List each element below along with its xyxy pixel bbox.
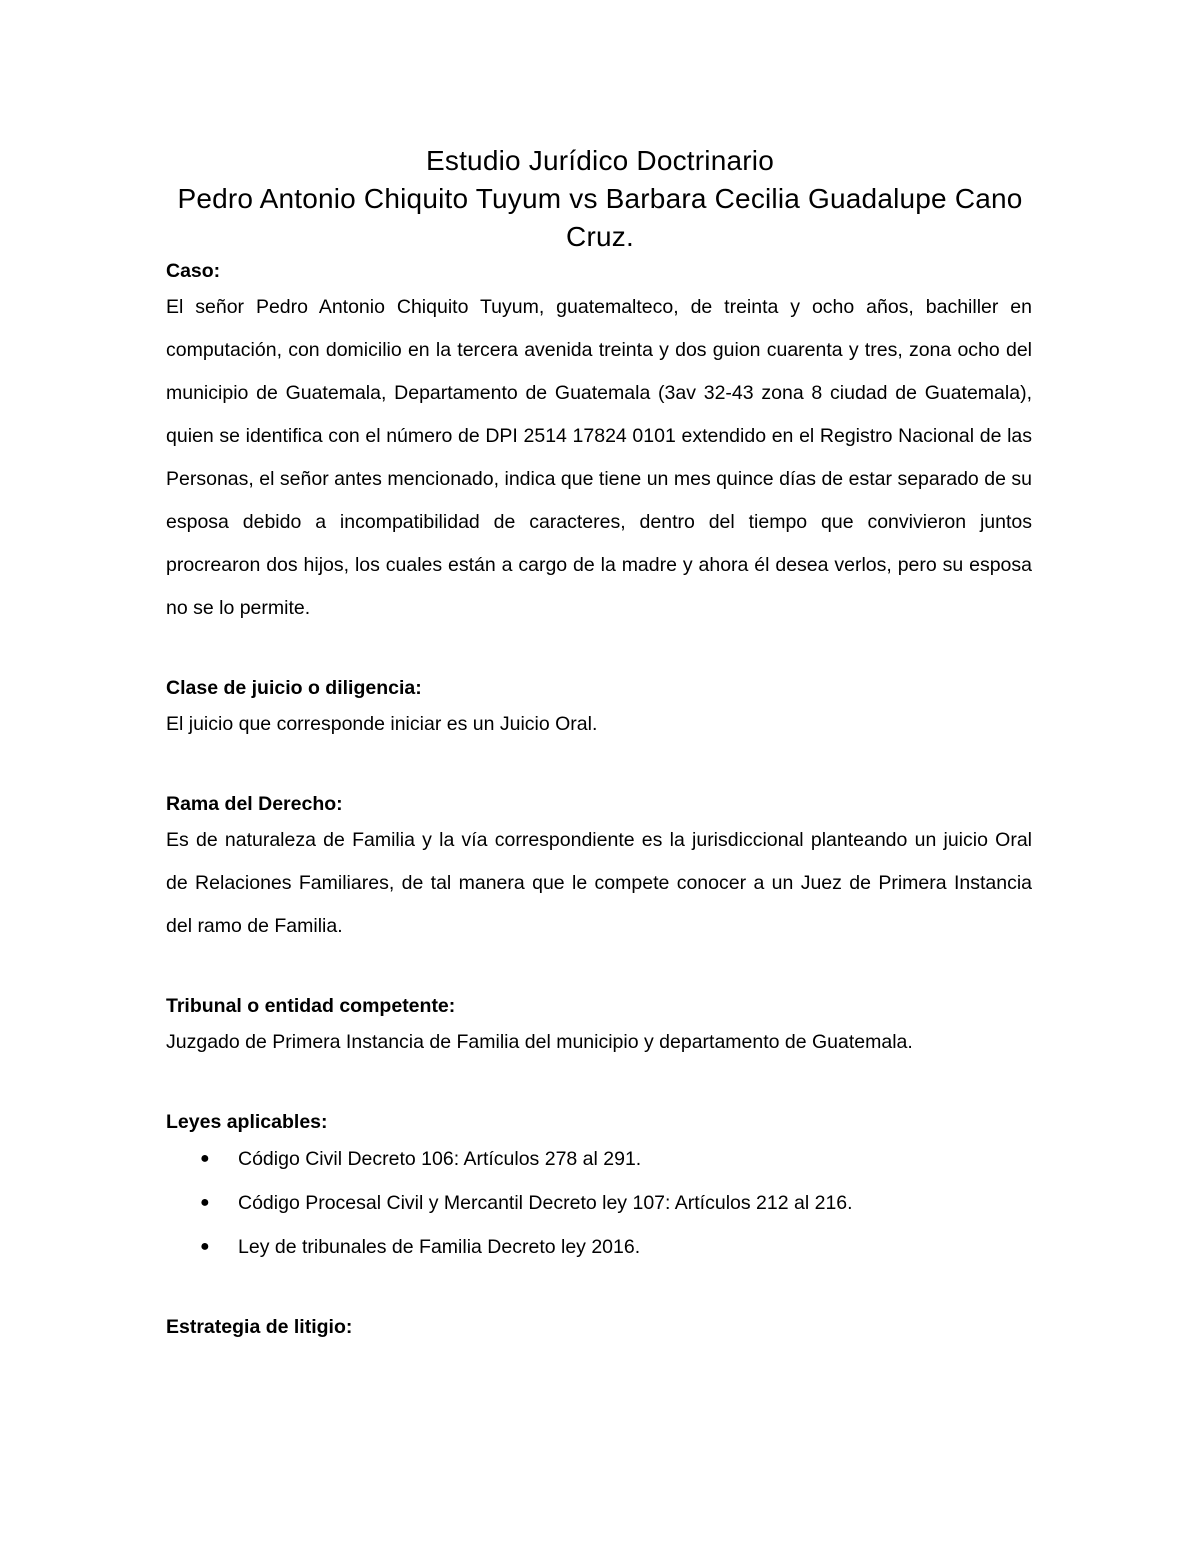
spacer xyxy=(166,1269,1032,1312)
section-text-caso: El señor Pedro Antonio Chiquito Tuyum, guatemalteco, de treinta y ocho años, bachiller en computación, con domicilio en la tercera avenida treinta y dos guion cuarenta y tres, zona ocho del municipio de Guatemala, Departamento de Guatemala (3av 32-43 zona 8 ciudad de Guatemala), quien se identifica con el número de DPI 2514 17824 0101 extendido en el Registro Nacional de las Personas, el señor antes mencionado, indica que tiene un mes quince días de estar separado de su esposa debido a incompatibilidad de caracteres, dentro del tiempo que convivieron juntos procrearon dos hijos, los cuales están a cargo de la madre y ahora él desea verlos, pero su esposa no se lo permite. xyxy=(166,296,1032,619)
bullet-icon: ● xyxy=(200,1150,210,1167)
title-line-3: Cruz. xyxy=(566,221,634,252)
section-text-rama: Es de naturaleza de Familia y la vía correspondiente es la jurisdiccional planteando un juicio Oral de Relaciones Familiares, de tal manera que le compete conocer a un Juez de Primera Instancia del ramo de Familia. xyxy=(166,829,1032,937)
section-heading-estrategia: Estrategia de litigio: xyxy=(166,1316,353,1338)
list-item-text: Código Civil Decreto 106: Artículos 278 al 291. xyxy=(238,1148,642,1170)
section-heading-rama: Rama del Derecho: xyxy=(166,793,343,815)
list-item-text: Código Procesal Civil y Mercantil Decreto ley 107: Artículos 212 al 216. xyxy=(238,1192,853,1214)
document-body xyxy=(166,256,1032,1342)
spacer xyxy=(166,948,1032,991)
list-item xyxy=(166,1225,1032,1269)
section-text-tribunal: Juzgado de Primera Instancia de Familia del municipio y departamento de Guatemala. xyxy=(166,1031,913,1053)
spacer xyxy=(166,1064,1032,1107)
document-title xyxy=(150,142,1050,256)
section-heading-clase: Clase de juicio o diligencia: xyxy=(166,677,422,699)
bullet-icon: ● xyxy=(200,1238,210,1255)
list-item-text: Ley de tribunales de Familia Decreto ley 2016. xyxy=(238,1236,641,1258)
section-heading-caso: Caso: xyxy=(166,260,221,282)
section-heading-leyes: Leyes aplicables: xyxy=(166,1111,328,1133)
title-line-2: Pedro Antonio Chiquito Tuyum vs Barbara Cecilia Guadalupe Cano xyxy=(177,183,1023,214)
section-text-clase: El juicio que corresponde iniciar es un Juicio Oral. xyxy=(166,713,598,735)
section-heading-tribunal: Tribunal o entidad competente: xyxy=(166,995,456,1017)
bullet-icon: ● xyxy=(200,1194,210,1211)
spacer xyxy=(166,630,1032,673)
title-line-1: Estudio Jurídico Doctrinario xyxy=(426,145,774,176)
laws-list xyxy=(166,1137,1032,1269)
spacer xyxy=(166,746,1032,789)
list-item xyxy=(166,1181,1032,1225)
list-item xyxy=(166,1137,1032,1181)
